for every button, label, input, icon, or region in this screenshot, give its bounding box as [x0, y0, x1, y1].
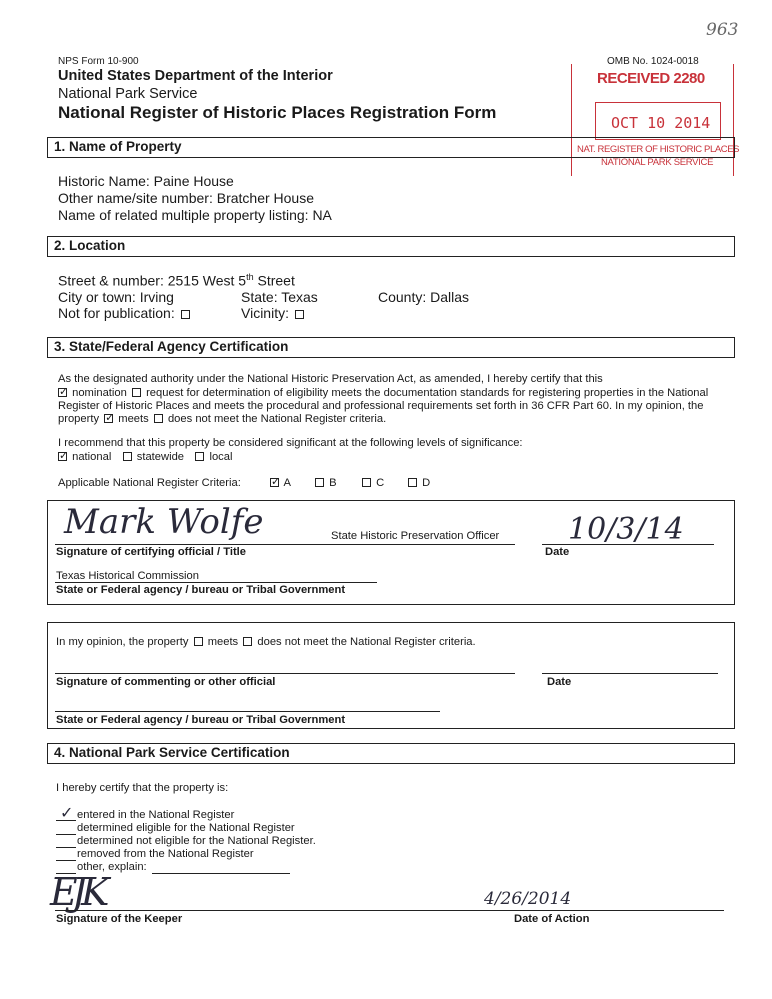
form-title: National Register of Historic Places Registration Form: [58, 103, 497, 122]
handwritten-page-number: 963: [706, 20, 739, 40]
section-3-header: [47, 337, 735, 358]
criteria-b-checkbox[interactable]: [315, 478, 324, 487]
section-2-header: [47, 236, 735, 257]
stamp-received: RECEIVED 2280: [597, 70, 705, 87]
criteria-c: C: [360, 477, 384, 489]
commenting-opinion: In my opinion, the property meets does not meet the National Register criteria.: [56, 636, 476, 648]
criteria-a-checkbox[interactable]: [270, 478, 279, 487]
cert-para-line1: As the designated authority under the National Historic Preservation Act, as amended, I hereby certify that this: [58, 373, 603, 385]
form-id: NPS Form 10-900: [58, 56, 139, 67]
keeper-signature-line: [55, 910, 515, 911]
commenting-signature-label: Signature of commenting or other official: [56, 676, 276, 688]
entered-checkmark: ✓: [60, 803, 74, 822]
cert-para-line4: property ✓ meets does not meet the National Register criteria.: [58, 413, 386, 425]
criteria-c-checkbox[interactable]: [362, 478, 371, 487]
cert-para-line3: Register of Historic Places and meets the procedural and professional requirements set forth in 36 CFR Part 60. In my opinion, the: [58, 400, 704, 412]
agency-label: State or Federal agency / bureau or Tribal Government: [56, 584, 346, 596]
stamp-date: OCT 10 2014: [611, 114, 711, 132]
action-date: 4/26/2014: [484, 889, 572, 909]
service-name: National Park Service: [58, 86, 198, 102]
not-for-publication: Not for publication:: [58, 305, 192, 321]
does-not-meet-checkbox[interactable]: [154, 414, 163, 423]
commenting-agency-line: [55, 711, 440, 712]
criteria-d: D: [406, 477, 430, 489]
keeper-signature-label: Signature of the Keeper: [56, 913, 183, 925]
other-explain-line: [152, 873, 290, 874]
vicinity: Vicinity:: [241, 305, 306, 321]
county: County: Dallas: [378, 289, 470, 305]
multiple-listing: Name of related multiple property listing: NA: [58, 207, 332, 223]
commenting-date-line: [542, 673, 718, 674]
section-1-title: 1. Name of Property: [54, 139, 182, 154]
comment-does-not-meet-checkbox[interactable]: [243, 637, 252, 646]
certifying-date-line: [542, 544, 714, 545]
agency-line: [55, 582, 377, 583]
criteria-b: B: [313, 477, 337, 489]
agency-name: Texas Historical Commission: [56, 570, 199, 582]
keeper-signature: EJK: [50, 870, 104, 914]
other-name: Other name/site number: Bratcher House: [58, 190, 315, 206]
criteria-label: Applicable National Register Criteria:: [58, 477, 241, 489]
keeper-intro: I hereby certify that the property is:: [56, 782, 229, 794]
section-1-header: [47, 137, 735, 158]
section-3-title: 3. State/Federal Agency Certification: [54, 339, 289, 354]
removed-blank[interactable]: [56, 860, 76, 861]
certifying-signature-label: Signature of certifying official / Title: [56, 546, 247, 558]
significance-levels: ✓ national statewide local: [58, 451, 232, 463]
option-eligible: determined eligible for the National Register: [77, 822, 295, 834]
meets-checkbox[interactable]: [104, 414, 113, 423]
section-2-title: 2. Location: [54, 238, 126, 253]
received-stamp: [571, 64, 740, 176]
criteria-d-checkbox[interactable]: [408, 478, 417, 487]
historic-name: Historic Name: Paine House: [58, 173, 234, 189]
cert-para-line2: ✓ nomination request for determination of eligibility meets the documentation standards for registering properties in the National: [58, 387, 708, 399]
national-checkbox[interactable]: [58, 452, 67, 461]
certifying-signature-line: [55, 544, 515, 545]
vicinity-checkbox[interactable]: [295, 310, 304, 319]
eligible-blank[interactable]: [56, 834, 76, 835]
section-4-header: [47, 743, 735, 764]
signer-title: State Historic Preservation Officer: [331, 530, 500, 542]
option-entered: entered in the National Register: [77, 809, 235, 821]
section-4-title: 4. National Park Service Certification: [54, 745, 290, 760]
action-date-label: Date of Action: [514, 913, 590, 925]
option-not-eligible: determined not eligible for the National Register.: [77, 835, 316, 847]
not-for-publication-checkbox[interactable]: [181, 310, 190, 319]
omb-number: OMB No. 1024-0018: [607, 56, 699, 67]
certifying-signature: Mark Wolfe: [64, 502, 264, 542]
action-date-line: [480, 910, 724, 911]
option-other: other, explain:: [77, 861, 147, 873]
significance-para: I recommend that this property be considered significant at the following levels of significance:: [58, 437, 523, 449]
commenting-agency-label: State or Federal agency / bureau or Tribal Government: [56, 714, 346, 726]
state: State: Texas: [241, 289, 318, 305]
commenting-signature-line: [55, 673, 515, 674]
not-eligible-blank[interactable]: [56, 847, 76, 848]
certifying-date-label: Date: [545, 546, 570, 558]
option-removed: removed from the National Register: [77, 848, 254, 860]
certifying-date: 10/3/14: [568, 512, 684, 547]
criteria-a: ✓ A: [268, 477, 291, 489]
stamp-line2: NATIONAL PARK SERVICE: [601, 157, 714, 168]
department-name: United States Department of the Interior: [58, 68, 333, 84]
comment-meets-checkbox[interactable]: [194, 637, 203, 646]
local-checkbox[interactable]: [195, 452, 204, 461]
street-number: Street & number: 2515 West 5th Street: [58, 272, 295, 289]
nomination-checkbox[interactable]: [58, 388, 67, 397]
stamp-line1: NAT. REGISTER OF HISTORIC PLACES: [577, 144, 740, 155]
statewide-checkbox[interactable]: [123, 452, 132, 461]
commenting-date-label: Date: [547, 676, 572, 688]
request-determination-checkbox[interactable]: [132, 388, 141, 397]
city: City or town: Irving: [58, 289, 174, 305]
